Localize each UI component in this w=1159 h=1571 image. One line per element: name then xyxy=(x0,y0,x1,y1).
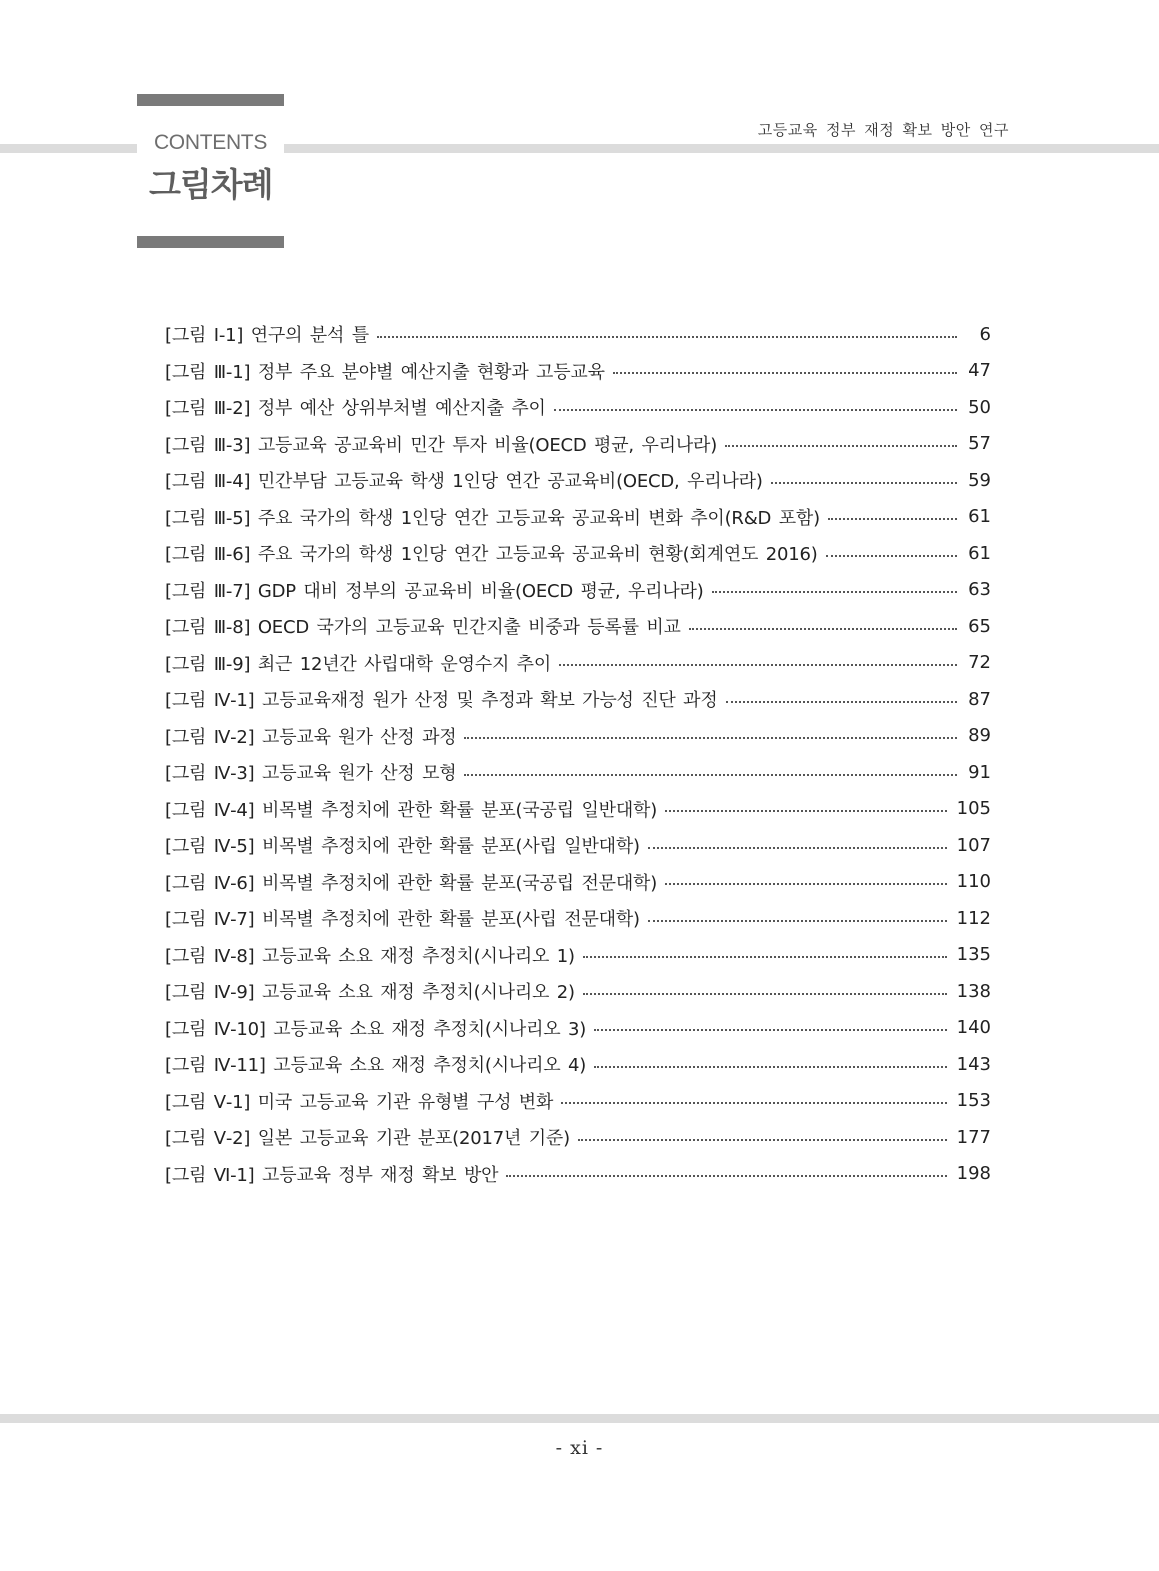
toc-entry[interactable] xyxy=(165,1156,991,1193)
toc-entry[interactable] xyxy=(165,353,991,390)
toc-entry-page: 65 xyxy=(968,615,991,637)
dot-leader xyxy=(464,736,957,739)
dot-leader xyxy=(665,882,947,885)
toc-entry[interactable] xyxy=(165,462,991,499)
toc-entry-label: [그림 Ⅴ-2] 일본 고등교육 기관 분포(2017년 기준) xyxy=(165,1128,570,1150)
dot-leader xyxy=(594,1065,947,1068)
dot-leader xyxy=(665,809,947,812)
dot-leader xyxy=(725,444,957,447)
toc-entry-page: 61 xyxy=(968,506,991,528)
toc-entry[interactable] xyxy=(165,1119,991,1156)
dot-leader xyxy=(464,773,957,776)
toc-entry[interactable] xyxy=(165,426,991,463)
dot-leader xyxy=(648,919,947,922)
section-heading xyxy=(137,128,284,208)
toc-entry[interactable] xyxy=(165,1083,991,1120)
toc-entry-page: 89 xyxy=(968,725,991,747)
toc-entry[interactable] xyxy=(165,827,991,864)
toc-entry-label: [그림 Ⅰ-1] 연구의 분석 틀 xyxy=(165,325,369,347)
toc-entry-page: 87 xyxy=(968,688,991,710)
toc-entry-label: [그림 Ⅳ-8] 고등교육 소요 재정 추정치(시나리오 1) xyxy=(165,945,575,967)
toc-entry[interactable] xyxy=(165,864,991,901)
dot-leader xyxy=(726,700,957,703)
toc-entry-page: 107 xyxy=(956,834,991,856)
toc-entry[interactable] xyxy=(165,608,991,645)
toc-entry-label: [그림 Ⅳ-6] 비목별 추정치에 관한 확률 분포(국공립 전문대학) xyxy=(165,872,658,894)
toc-entry-label: [그림 Ⅳ-7] 비목별 추정치에 관한 확률 분포(사립 전문대학) xyxy=(165,909,640,931)
toc-entry-page: 112 xyxy=(956,907,991,929)
toc-entry-page: 135 xyxy=(956,944,991,966)
dot-leader xyxy=(594,1028,947,1031)
dot-leader xyxy=(578,1138,947,1141)
toc-entry-page: 198 xyxy=(956,1163,991,1185)
toc-entry-page: 91 xyxy=(968,761,991,783)
dot-leader xyxy=(689,627,957,630)
toc-entry-label: [그림 Ⅲ-2] 정부 예산 상위부처별 예산지출 추이 xyxy=(165,398,546,420)
toc-entry-page: 61 xyxy=(968,542,991,564)
toc-entry-label: [그림 Ⅳ-4] 비목별 추정치에 관한 확률 분포(국공립 일반대학) xyxy=(165,799,658,821)
toc-entry-page: 138 xyxy=(956,980,991,1002)
toc-entry-label: [그림 Ⅲ-3] 고등교육 공교육비 민간 투자 비율(OECD 평균, 우리나라) xyxy=(165,434,718,456)
toc-entry-label: [그림 Ⅳ-11] 고등교육 소요 재정 추정치(시나리오 4) xyxy=(165,1055,587,1077)
toc-entry-page: 50 xyxy=(968,396,991,418)
toc-entry[interactable] xyxy=(165,681,991,718)
toc-entry-label: [그림 Ⅲ-1] 정부 주요 분야별 예산지출 현황과 고등교육 xyxy=(165,361,605,383)
toc-entry[interactable] xyxy=(165,499,991,536)
toc-entry[interactable] xyxy=(165,1046,991,1083)
toc-entry-page: 63 xyxy=(968,579,991,601)
toc-entry-label: [그림 Ⅳ-1] 고등교육재정 원가 산정 및 추정과 확보 가능성 진단 과정 xyxy=(165,690,718,712)
toc-entry-page: 153 xyxy=(956,1090,991,1112)
title-bottom-bar xyxy=(137,236,284,248)
toc-entry-page: 59 xyxy=(968,469,991,491)
section-title: 그림차례 xyxy=(149,165,273,204)
toc-entry[interactable] xyxy=(165,316,991,353)
dot-leader xyxy=(559,663,957,666)
toc-entry-label: [그림 Ⅲ-4] 민간부담 고등교육 학생 1인당 연간 공교육비(OECD, 우리나라) xyxy=(165,471,763,493)
toc-entry-label: [그림 Ⅳ-2] 고등교육 원가 산정 과정 xyxy=(165,726,457,748)
toc-entry[interactable] xyxy=(165,900,991,937)
contents-label: CONTENTS xyxy=(153,131,268,154)
toc-entry-page: 47 xyxy=(968,360,991,382)
toc-entry-page: 105 xyxy=(956,798,991,820)
toc-entry[interactable] xyxy=(165,645,991,682)
dot-leader xyxy=(828,517,957,520)
toc-entry-page: 6 xyxy=(979,323,991,345)
toc-entry-label: [그림 Ⅲ-9] 최근 12년간 사립대학 운영수지 추이 xyxy=(165,653,552,675)
dot-leader xyxy=(377,335,957,338)
toc-entry-page: 177 xyxy=(956,1126,991,1148)
dot-leader xyxy=(583,992,947,995)
toc-entry[interactable] xyxy=(165,937,991,974)
toc-entry[interactable] xyxy=(165,535,991,572)
running-header: 고등교육 정부 재정 확보 방안 연구 xyxy=(757,121,1009,139)
toc-entry[interactable] xyxy=(165,389,991,426)
toc-entry-page: 72 xyxy=(968,652,991,674)
toc-entry-label: [그림 Ⅵ-1] 고등교육 정부 재정 확보 방안 xyxy=(165,1164,499,1186)
toc-entry[interactable] xyxy=(165,572,991,609)
toc-entry-page: 140 xyxy=(956,1017,991,1039)
dot-leader xyxy=(826,554,957,557)
dot-leader xyxy=(554,408,957,411)
dot-leader xyxy=(506,1174,946,1177)
title-top-bar xyxy=(137,94,284,106)
page-number: - xi - xyxy=(555,1437,604,1459)
toc-entry[interactable] xyxy=(165,718,991,755)
toc-entry-label: [그림 Ⅲ-7] GDP 대비 정부의 공교육비 비율(OECD 평균, 우리나라) xyxy=(165,580,704,602)
dot-leader xyxy=(771,481,957,484)
toc-entry-label: [그림 Ⅲ-8] OECD 국가의 고등교육 민간지출 비중과 등록률 비교 xyxy=(165,617,681,639)
toc-entry-label: [그림 Ⅳ-5] 비목별 추정치에 관한 확률 분포(사립 일반대학) xyxy=(165,836,640,858)
toc-entry-label: [그림 Ⅴ-1] 미국 고등교육 기관 유형별 구성 변화 xyxy=(165,1091,554,1113)
toc-entry[interactable] xyxy=(165,973,991,1010)
toc-entry[interactable] xyxy=(165,754,991,791)
footer-rule xyxy=(0,1414,1159,1423)
toc-entry-label: [그림 Ⅳ-10] 고등교육 소요 재정 추정치(시나리오 3) xyxy=(165,1018,587,1040)
toc-entry-label: [그림 Ⅲ-5] 주요 국가의 학생 1인당 연간 고등교육 공교육비 변화 추이(R&D 포함) xyxy=(165,507,820,529)
toc-entry-label: [그림 Ⅳ-9] 고등교육 소요 재정 추정치(시나리오 2) xyxy=(165,982,575,1004)
toc-entry[interactable] xyxy=(165,1010,991,1047)
dot-leader xyxy=(583,955,947,958)
toc-entry-page: 57 xyxy=(968,433,991,455)
toc-entry-label: [그림 Ⅲ-6] 주요 국가의 학생 1인당 연간 고등교육 공교육비 현황(회계연도 2016) xyxy=(165,544,818,566)
toc-entry-label: [그림 Ⅳ-3] 고등교육 원가 산정 모형 xyxy=(165,763,457,785)
dot-leader xyxy=(613,371,957,374)
dot-leader xyxy=(648,846,947,849)
dot-leader xyxy=(561,1101,946,1104)
toc-entry-page: 143 xyxy=(956,1053,991,1075)
dot-leader xyxy=(712,590,957,593)
toc-entry-page: 110 xyxy=(956,871,991,893)
figure-list xyxy=(165,316,991,1192)
toc-entry[interactable] xyxy=(165,791,991,828)
